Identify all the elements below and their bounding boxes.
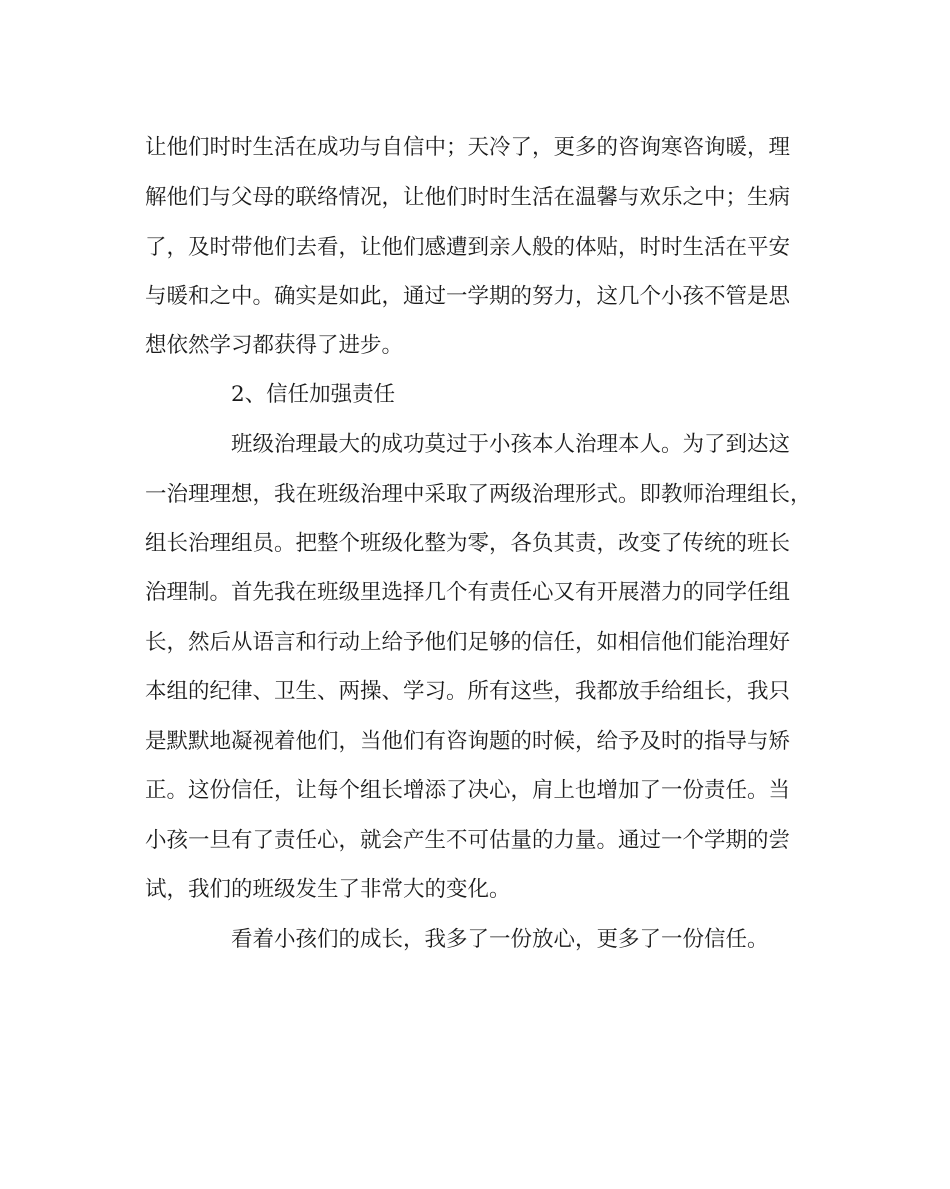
text-line: 小孩一旦有了责任心，就会产生不可估量的力量。通过一个学期的尝 <box>145 828 791 853</box>
text-line: 一治理理想，我在班级治理中采取了两级治理形式。即教师治理组长， <box>145 482 812 507</box>
section-heading: 2、信任加强责任 <box>231 382 396 407</box>
text-line: 正。这份信任，让每个组长增添了决心，肩上也增加了一份责任。当 <box>145 778 791 803</box>
text-line: 组长治理组员。把整个班级化整为零，各负其责，改变了传统的班长 <box>145 531 791 556</box>
text-line: 试，我们的班级发生了非常大的变化。 <box>145 877 511 902</box>
paragraph-first-line: 看着小孩们的成长，我多了一份放心，更多了一份信任。 <box>231 927 769 952</box>
text-line: 解他们与父母的联络情况，让他们时时生活在温馨与欢乐之中；生病 <box>145 185 791 210</box>
text-line: 长，然后从语言和行动上给予他们足够的信任，如相信他们能治理好 <box>145 630 791 655</box>
text-line: 治理制。首先我在班级里选择几个有责任心又有开展潜力的同学任组 <box>145 580 791 605</box>
text-line: 想依然学习都获得了进步。 <box>145 333 404 358</box>
text-line: 了，及时带他们去看，让他们感遭到亲人般的体贴，时时生活在平安 <box>145 235 791 260</box>
text-line: 本组的纪律、卫生、两操、学习。所有这些，我都放手给组长，我只 <box>145 679 791 704</box>
text-line: 让他们时时生活在成功与自信中；天冷了，更多的咨询寒咨询暖，理 <box>145 135 791 160</box>
text-line: 是默默地凝视着他们，当他们有咨询题的时候，给予及时的指导与矫 <box>145 729 791 754</box>
text-line: 与暖和之中。确实是如此，通过一学期的努力，这几个小孩不管是思 <box>145 284 791 309</box>
paragraph-first-line: 班级治理最大的成功莫过于小孩本人治理本人。为了到达这 <box>231 432 791 457</box>
